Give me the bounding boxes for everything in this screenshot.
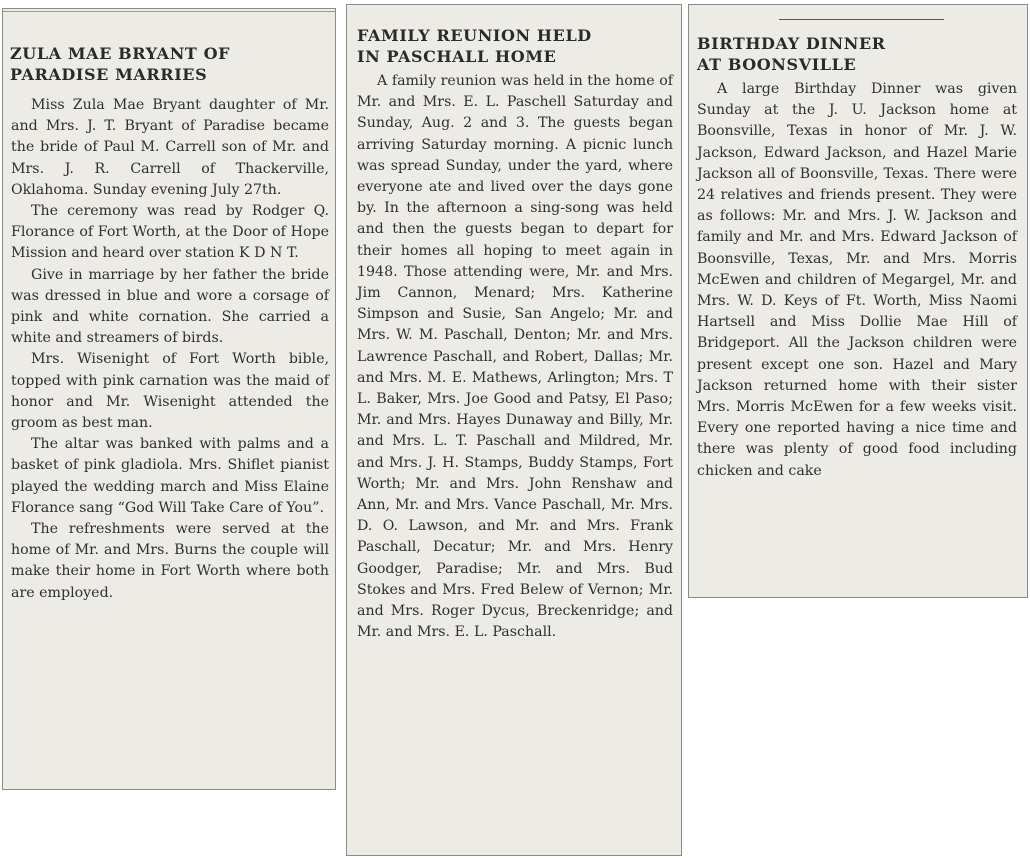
paragraph: The altar was banked with palms and a basket of pink gladiola. Mrs. Shiflet pianist played the wedding march and Miss Elaine Florance sang “God Will Take Care of You”. <box>11 436 329 516</box>
paragraph: Mrs. Wisenight of Fort Worth bible, topped with pink carnation was the maid of honor and Mr. Wisenight attended the groom as best man. <box>11 351 329 432</box>
divider-rule <box>779 19 944 20</box>
paragraph: A large Birthday Dinner was given Sunday at the J. U. Jackson home at Boonsville, Texas in honor of Mr. J. W. Jackson, Edward Jackson, and Hazel Marie Jackson all of Boonsville, Texas. There were 24 relatives and friends present. They were as follows: Mr. and Mrs. J. W. Jackson and family and Mr. and Mrs. Edward Jackson of Boonsville, Texas, Mr. and Mrs. Morris McEwen and children of Megargel, Mr. and Mrs. W. D. Keys of Ft. Worth, Miss Naomi Hartsell and Miss Dollie Mae Hill of Bridgeport. All the Jackson children were present except one son. Hazel and Mary Jackson returned home with their sister Mrs. Morris McEwen for a few weeks visit. Every one reported having a nice time and there was plenty of good food including chicken and cake <box>697 81 1017 479</box>
paragraph: The ceremony was read by Rodger Q. Florance of Fort Worth, at the Door of Hope Mission and heard over station K D N T. <box>11 203 329 262</box>
paragraph: A family reunion was held in the home of Mr. and Mrs. E. L. Paschell Saturday and Sunday, Aug. 2 and 3. The guests began arriving Saturday morning. A picnic lunch was spread Sunday, under the yard, where everyone ate and lived over the days gone by. In the afternoon a sing-song was held and then the guests began to depart for their homes all hoping to meet again in 1948. Those attending were, Mr. and Mrs. Jim Cannon, Menard; Mrs. Katherine Simpson and Susie, San Angelo; Mr. and Mrs. W. M. Paschall, Denton; Mr. and Mrs. Lawrence Paschall, and Robert, Dallas; Mr. and Mrs. M. E. Mathews, Arlington; Mrs. T L. Baker, Mrs. Joe Good and Patsy, El Paso; Mr. and Mrs. Hayes Dunaway and Billy, Mr. and Mrs. L. T. Paschall and Mildred, Mr. and Mrs. J. H. Stamps, Buddy Stamps, Fort Worth; Mr. and Mrs. John Renshaw and Ann, Mr. and Mrs. Vance Paschall, Mr. Mrs. D. O. Lawson, and Mr. and Mrs. Frank Paschall, Decatur; Mr. and Mrs. Henry Goodger, Paradise; Mr. and Mrs. Bud Stokes and Mrs. Fred Belew of Vernon; Mr. and Mrs. Roger Dycus, Breckenridge; and Mr. and Mrs. E. L. Paschall. <box>357 73 673 641</box>
divider-rule <box>113 789 243 790</box>
article-zula-mae-bryant <box>2 8 336 790</box>
headline-line: AT BOONSVILLE <box>697 55 857 74</box>
article-birthday-dinner <box>688 4 1028 598</box>
article-headline <box>697 33 1017 75</box>
article-body <box>357 71 673 643</box>
paragraph: Miss Zula Mae Bryant daughter of Mr. and Mrs. J. T. Bryant of Paradise became the bride of Paul M. Carrell son of Mr. and Mrs. J. R. Carrell of Thackerville, Oklahoma. Sunday evening July 27th. <box>11 97 329 198</box>
clipping-top-line <box>3 11 335 12</box>
headline-line: FAMILY REUNION HELD <box>357 26 592 45</box>
headline-line: BIRTHDAY DINNER <box>697 34 886 53</box>
headline-line: IN PASCHALL HOME <box>357 47 557 66</box>
article-headline <box>357 25 675 67</box>
headline-line: ZULA MAE BRYANT OF <box>10 44 231 63</box>
article-headline <box>10 43 328 85</box>
article-body <box>697 79 1017 482</box>
article-family-reunion <box>346 4 682 856</box>
headline-line: PARADISE MARRIES <box>10 65 208 84</box>
paragraph: Give in marriage by her father the bride was dressed in blue and wore a corsage of pink and white cornation. She carried a white and streamers of birds. <box>11 266 329 347</box>
article-body <box>11 95 329 604</box>
paragraph: The refreshments were served at the home of Mr. and Mrs. Burns the couple will make their home in Fort Worth where both are employed. <box>11 521 329 601</box>
